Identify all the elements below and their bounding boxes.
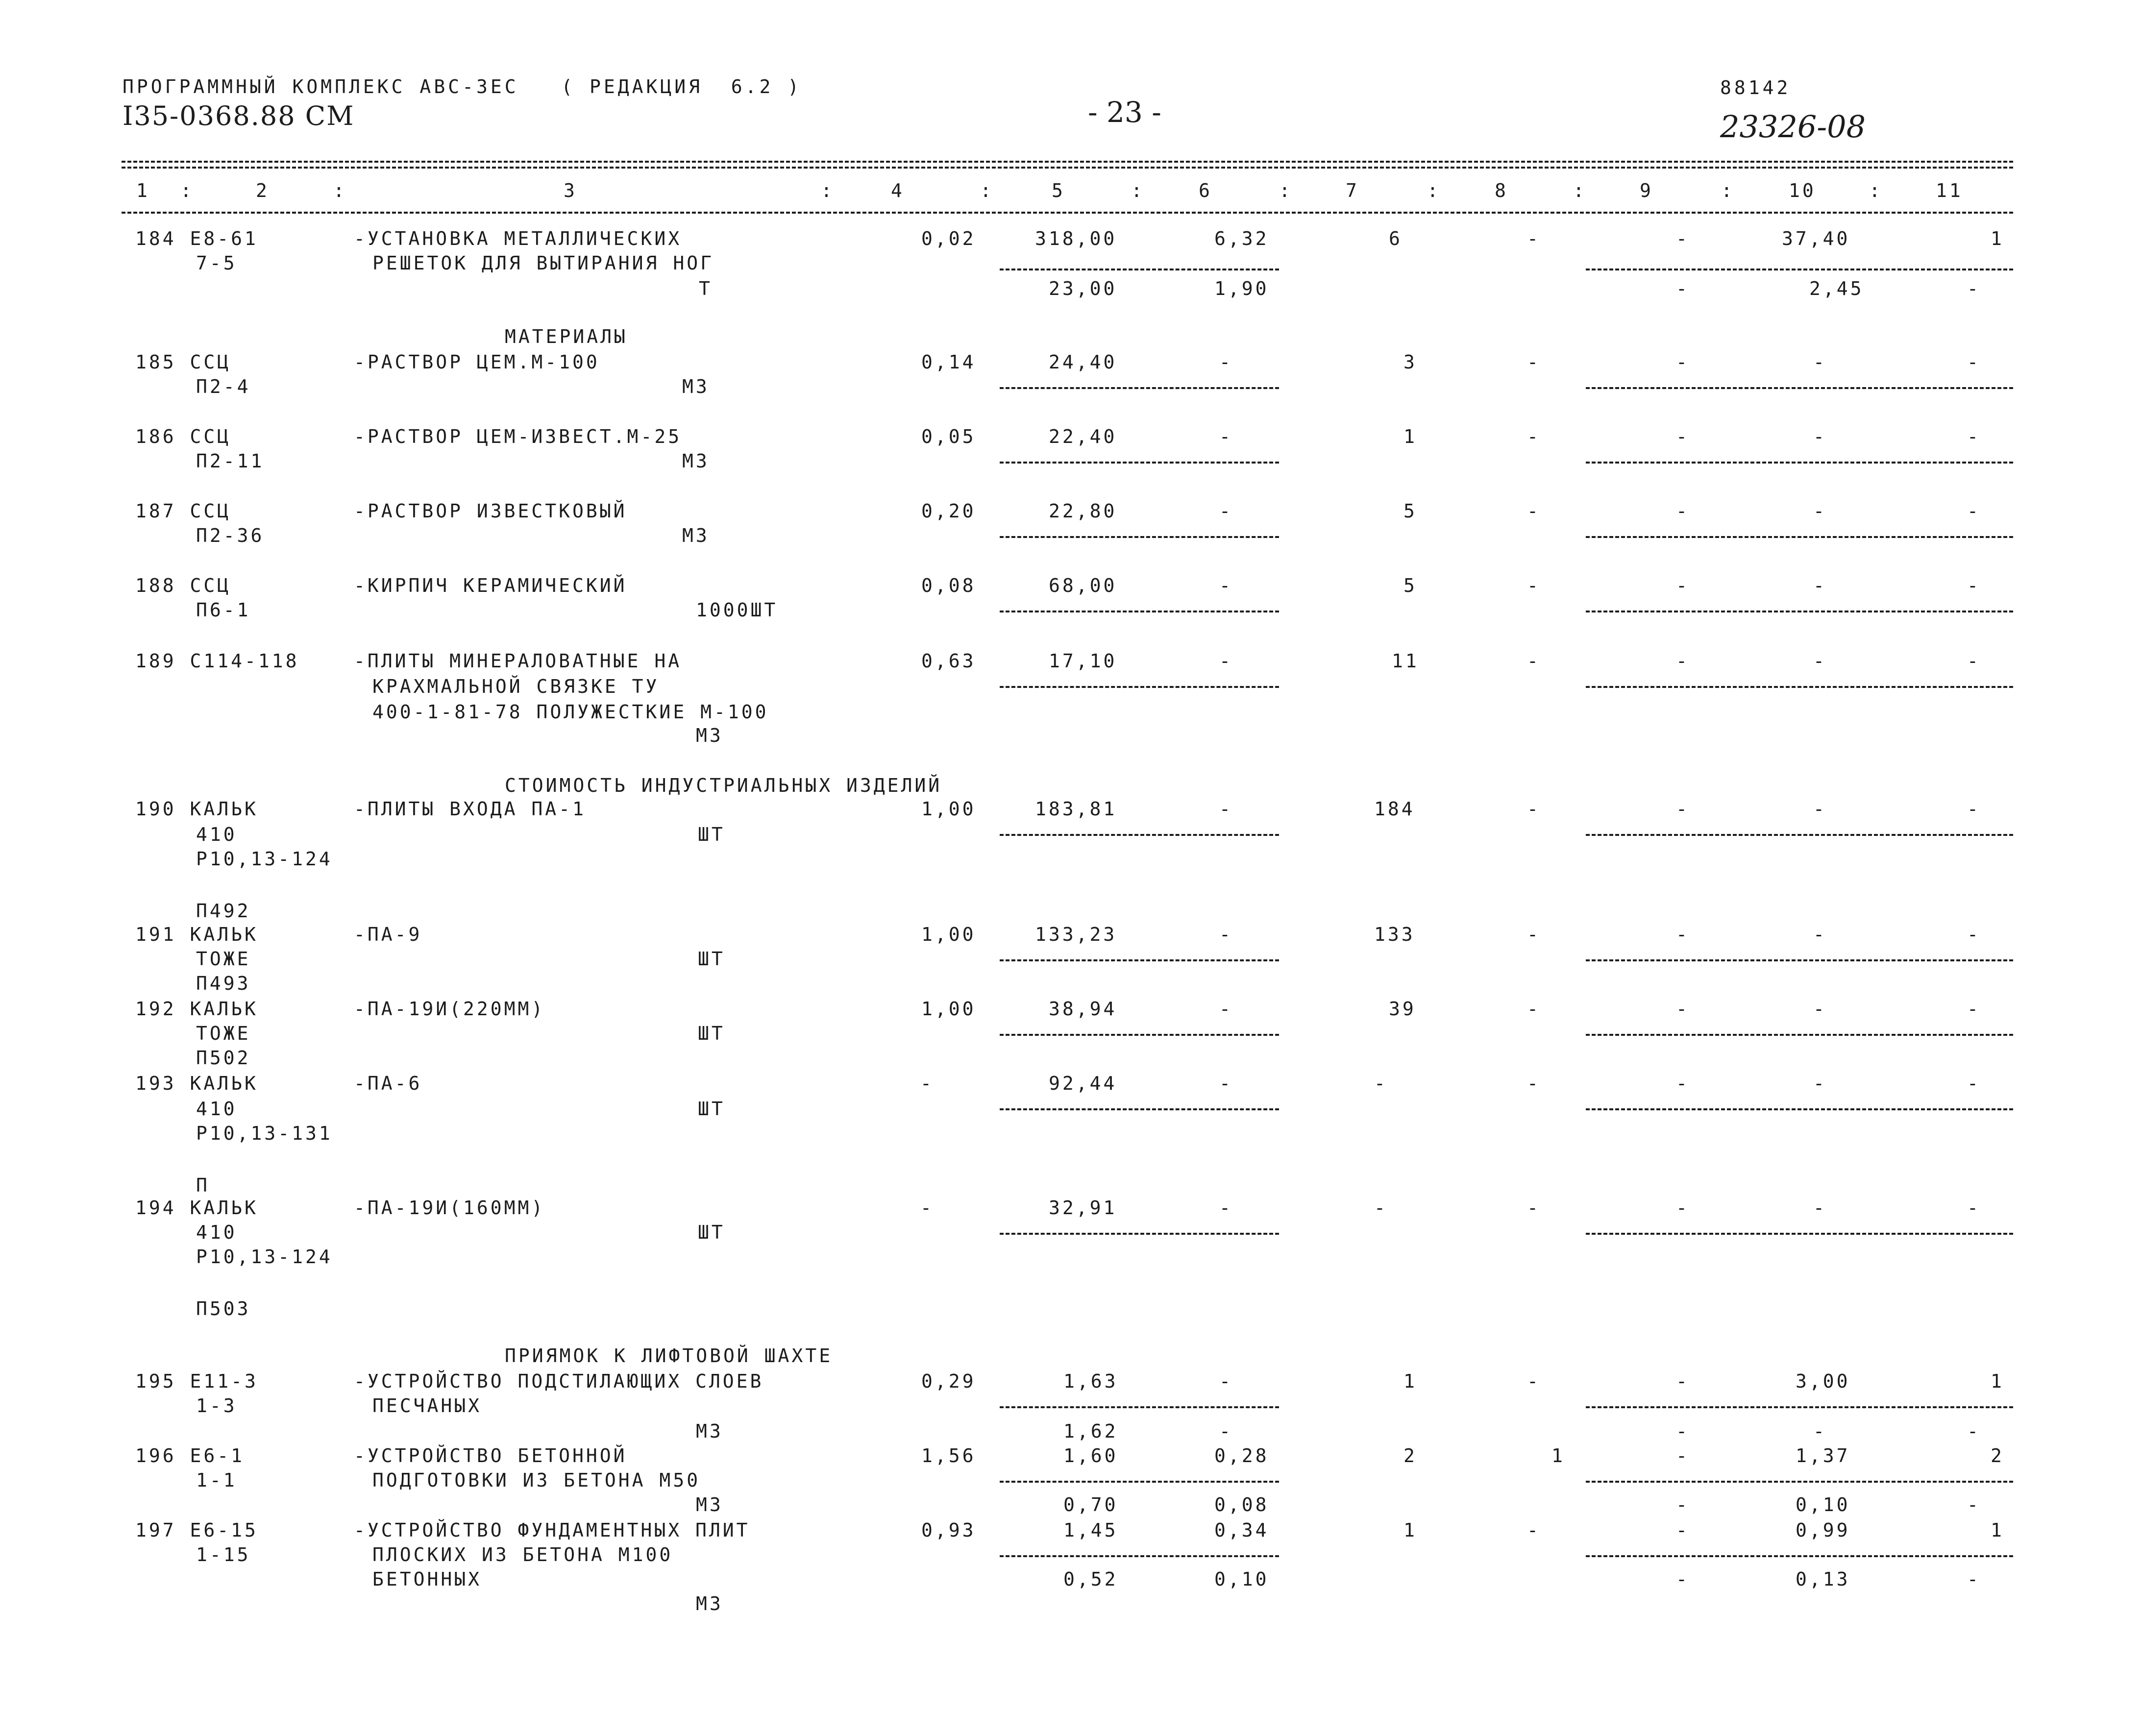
row-col10: 1,37 — [1796, 1445, 1850, 1467]
row-description: -ПА-19И(160ММ) — [354, 1197, 545, 1219]
row-description: -РАСТВОР ЦЕМ-ИЗВЕСТ.М-25 — [354, 426, 682, 447]
handwritten-number: 23326-08 — [1720, 109, 1866, 145]
column-separator: : — [333, 180, 345, 201]
row-subcode: П2-36 — [196, 525, 265, 546]
column-separator: : — [1279, 180, 1290, 201]
section-heading: СТОИМОСТЬ ИНДУСТРИАЛЬНЫХ ИЗДЕЛИЙ — [505, 775, 942, 796]
row-total: 2 — [1403, 1445, 1417, 1467]
top-rule — [122, 161, 2013, 163]
row-col11: 1 — [1991, 1370, 2004, 1392]
row-col11: - — [1967, 924, 1981, 945]
row-total: 1 — [1403, 1370, 1417, 1392]
row-description: КРАХМАЛЬНОЙ СВЯЗКЕ ТУ — [372, 676, 660, 697]
row-price: 183,81 — [1035, 798, 1117, 820]
column-separator: : — [821, 180, 832, 201]
row-total: 39 — [1389, 998, 1416, 1020]
program-header: ПРОГРАММНЫЙ КОМПЛЕКС АВС-ЗЕС ( РЕДАКЦИЯ 6.2 ) — [123, 76, 802, 98]
row-description: -УСТРОЙСТВО ФУНДАМЕНТНЫХ ПЛИТ — [354, 1519, 750, 1541]
column-header: 7 — [1346, 180, 1359, 201]
row-col11: - — [1967, 1197, 1981, 1219]
row-total: - — [1374, 1073, 1388, 1094]
column-header: 3 — [564, 180, 577, 201]
row-col8: - — [1527, 1370, 1541, 1392]
row-description: ПОДГОТОВКИ ИЗ БЕТОНА М50 — [372, 1469, 701, 1491]
row-subcode: ТОЖЕ — [196, 948, 251, 970]
row-rule — [1000, 387, 1279, 389]
row-price-lower: 1,62 — [1063, 1420, 1118, 1442]
row-quantity: 0,63 — [921, 650, 976, 672]
page-number: - 23 - — [1088, 96, 1161, 129]
column-separator: : — [980, 180, 991, 201]
row-rule — [1000, 1555, 1279, 1557]
row-price: 1,63 — [1063, 1370, 1118, 1392]
column-header: 6 — [1199, 180, 1212, 201]
row-rule — [1586, 1108, 2013, 1110]
row-price: 24,40 — [1049, 351, 1117, 373]
row-value-lower: 1,90 — [1214, 278, 1269, 299]
row-col11: - — [1967, 998, 1981, 1020]
row-col8: - — [1527, 500, 1541, 522]
row-total: 5 — [1403, 575, 1417, 596]
row-col11: 2 — [1991, 1445, 2004, 1467]
column-header: 9 — [1640, 180, 1653, 201]
row-col8: - — [1527, 798, 1541, 820]
row-unit: Т — [699, 278, 713, 299]
row-value: - — [1219, 1073, 1233, 1094]
row-quantity: 1,00 — [921, 924, 976, 945]
row-rule — [1586, 1406, 2013, 1408]
row-col11: - — [1967, 500, 1981, 522]
row-col8: - — [1527, 650, 1541, 672]
row-col10-lower: - — [1813, 1420, 1827, 1442]
row-col9-lower: - — [1676, 1420, 1690, 1442]
row-quantity: 1,56 — [921, 1445, 976, 1467]
row-code: 191 КАЛЬК — [135, 924, 258, 945]
row-unit: М3 — [696, 725, 723, 746]
row-total: 11 — [1392, 650, 1419, 672]
row-col10: - — [1813, 575, 1827, 596]
row-value: - — [1219, 1370, 1233, 1392]
section-heading: МАТЕРИАЛЫ — [505, 326, 628, 347]
column-separator: : — [1869, 180, 1880, 201]
row-rule — [1000, 611, 1279, 612]
row-value: 0,34 — [1214, 1519, 1269, 1541]
row-rule — [1586, 387, 2013, 389]
row-quantity: 1,00 — [921, 798, 976, 820]
row-subcode: П503 — [196, 1298, 251, 1320]
row-col9: - — [1676, 575, 1690, 596]
row-value: - — [1219, 426, 1233, 447]
row-col10: - — [1813, 1197, 1827, 1219]
row-rule — [1000, 1233, 1279, 1235]
row-col11: - — [1967, 426, 1981, 447]
row-value: - — [1219, 650, 1233, 672]
row-description: -УСТРОЙСТВО ПОДСТИЛАЮЩИХ СЛОЕВ — [354, 1370, 764, 1392]
column-header: 8 — [1495, 180, 1508, 201]
row-col9: - — [1676, 351, 1690, 373]
row-price-lower: 23,00 — [1049, 278, 1117, 299]
row-rule — [1000, 1406, 1279, 1408]
row-total: 184 — [1374, 798, 1415, 820]
row-price: 17,10 — [1049, 650, 1117, 672]
row-code: 194 КАЛЬК — [135, 1197, 258, 1219]
row-col11: - — [1967, 575, 1981, 596]
row-quantity: 0,14 — [921, 351, 976, 373]
row-description: -ПЛИТЫ МИНЕРАЛОВАТНЫЕ НА — [354, 650, 682, 672]
row-total: - — [1374, 1197, 1388, 1219]
row-price: 92,44 — [1049, 1073, 1117, 1094]
row-col9: - — [1676, 500, 1690, 522]
row-col11-lower: - — [1967, 1568, 1981, 1590]
row-description: -КИРПИЧ КЕРАМИЧЕСКИЙ — [354, 575, 627, 596]
row-description: -РАСТВОР ЦЕМ.М-100 — [354, 351, 600, 373]
row-description: -ПА-19И(220ММ) — [354, 998, 545, 1020]
row-code: 190 КАЛЬК — [135, 798, 258, 820]
row-unit: ШТ — [698, 1222, 725, 1243]
row-description: -ПЛИТЫ ВХОДА ПА-1 — [354, 798, 586, 820]
row-description: -РАСТВОР ИЗВЕСТКОВЫЙ — [354, 500, 627, 522]
row-rule — [1000, 834, 1279, 836]
row-rule — [1000, 1481, 1279, 1483]
row-unit: М3 — [682, 376, 710, 397]
row-unit: М3 — [696, 1593, 723, 1614]
row-value: - — [1219, 1197, 1233, 1219]
column-header: 10 — [1789, 180, 1816, 201]
row-price-lower: 0,52 — [1063, 1568, 1118, 1590]
row-quantity: 0,93 — [921, 1519, 976, 1541]
row-col8: - — [1527, 228, 1541, 249]
row-rule — [1000, 959, 1279, 961]
document-number: I35-0368.88 СМ — [123, 100, 355, 131]
row-col10: - — [1813, 1073, 1827, 1094]
row-value: 0,28 — [1214, 1445, 1269, 1467]
row-code: 195 Е11-3 — [135, 1370, 258, 1392]
row-value: - — [1219, 351, 1233, 373]
row-subcode: П492 — [196, 900, 251, 922]
row-col10-lower: 0,13 — [1796, 1568, 1850, 1590]
row-value-lower: - — [1219, 1420, 1233, 1442]
row-col8: - — [1527, 1073, 1541, 1094]
row-col9-lower: - — [1676, 1568, 1690, 1590]
row-col9: - — [1676, 998, 1690, 1020]
row-total: 5 — [1403, 500, 1417, 522]
row-subcode: 1-15 — [196, 1544, 251, 1565]
row-rule — [1586, 1233, 2013, 1235]
row-col9: - — [1676, 1073, 1690, 1094]
row-col9: - — [1676, 924, 1690, 945]
row-col11: - — [1967, 798, 1981, 820]
row-col11-lower: - — [1967, 278, 1981, 299]
row-subcode: П2-11 — [196, 450, 265, 472]
row-col9: - — [1676, 798, 1690, 820]
row-subcode: Р10,13-131 — [196, 1123, 333, 1144]
row-price: 318,00 — [1035, 228, 1117, 249]
row-unit: М3 — [682, 525, 710, 546]
row-total: 6 — [1389, 228, 1403, 249]
row-rule — [1000, 269, 1279, 270]
row-code: 187 ССЦ — [135, 500, 231, 522]
row-rule — [1000, 462, 1279, 464]
row-subcode: П502 — [196, 1047, 251, 1069]
document-code: 88142 — [1720, 77, 1791, 98]
row-col10-lower: 0,10 — [1796, 1494, 1850, 1516]
row-col8: - — [1527, 426, 1541, 447]
column-separator: : — [1427, 180, 1438, 201]
header-bottom-rule — [122, 212, 2013, 214]
column-separator: : — [1721, 180, 1732, 201]
row-col10: - — [1813, 924, 1827, 945]
row-quantity: 0,02 — [921, 228, 976, 249]
row-subcode: П493 — [196, 973, 251, 994]
row-col9-lower: - — [1676, 1494, 1690, 1516]
row-price: 38,94 — [1049, 998, 1117, 1020]
row-unit: ШТ — [698, 948, 725, 970]
row-unit: М3 — [696, 1494, 723, 1516]
column-header: 5 — [1052, 180, 1065, 201]
row-col11: - — [1967, 650, 1981, 672]
row-description: -ПА-9 — [354, 924, 422, 945]
row-col8: - — [1527, 924, 1541, 945]
column-separator: : — [180, 180, 192, 201]
row-total: 1 — [1403, 1519, 1417, 1541]
row-rule — [1586, 834, 2013, 836]
row-code: 185 ССЦ — [135, 351, 231, 373]
row-value: - — [1219, 798, 1233, 820]
row-col8: - — [1527, 998, 1541, 1020]
row-price-lower: 0,70 — [1063, 1494, 1118, 1516]
row-col8: - — [1527, 351, 1541, 373]
column-header: 4 — [891, 180, 905, 201]
row-subcode: П6-1 — [196, 599, 251, 621]
row-subcode: 1-1 — [196, 1469, 237, 1491]
row-price: 1,45 — [1063, 1519, 1118, 1541]
row-price: 1,60 — [1063, 1445, 1118, 1467]
row-col10: - — [1813, 998, 1827, 1020]
row-code: 186 ССЦ — [135, 426, 231, 447]
row-quantity: - — [920, 1073, 934, 1094]
row-code: 184 Е8-61 — [135, 228, 258, 249]
row-description: -УСТРОЙСТВО БЕТОННОЙ — [354, 1445, 627, 1467]
row-col11-lower: - — [1967, 1420, 1981, 1442]
row-total: 133 — [1374, 924, 1415, 945]
row-rule — [1586, 1034, 2013, 1036]
row-rule — [1586, 686, 2013, 688]
row-col8: - — [1527, 1197, 1541, 1219]
row-col10-lower: 2,45 — [1809, 278, 1864, 299]
column-separator: : — [1131, 180, 1142, 201]
row-col10: 37,40 — [1782, 228, 1850, 249]
row-col10: 3,00 — [1796, 1370, 1850, 1392]
row-description: 400-1-81-78 ПОЛУЖЕСТКИЕ М-100 — [372, 701, 769, 723]
row-col10: 0,99 — [1796, 1519, 1850, 1541]
row-description: РЕШЕТОК ДЛЯ ВЫТИРАНИЯ НОГ — [372, 252, 714, 274]
row-col11: - — [1967, 1073, 1981, 1094]
row-rule — [1586, 269, 2013, 270]
row-rule — [1000, 1034, 1279, 1036]
row-code: 188 ССЦ — [135, 575, 231, 596]
column-header: 11 — [1936, 180, 1963, 201]
row-subcode: 7-5 — [196, 252, 237, 274]
row-rule — [1000, 686, 1279, 688]
row-value-lower: 0,08 — [1214, 1494, 1269, 1516]
row-unit: ШТ — [698, 1023, 725, 1044]
row-col8: 1 — [1551, 1445, 1565, 1467]
row-description: ПЛОСКИХ ИЗ БЕТОНА М100 — [372, 1544, 673, 1565]
top-rule — [122, 167, 2013, 169]
row-rule — [1586, 1555, 2013, 1557]
column-separator: : — [1573, 180, 1584, 201]
row-price: 68,00 — [1049, 575, 1117, 596]
row-unit: М3 — [682, 450, 710, 472]
row-col9: - — [1676, 650, 1690, 672]
row-rule — [1000, 536, 1279, 538]
row-rule — [1586, 959, 2013, 961]
row-description: -ПА-6 — [354, 1073, 422, 1094]
row-rule — [1586, 462, 2013, 464]
row-code: 189 С114-118 — [135, 650, 299, 672]
row-value-lower: 0,10 — [1214, 1568, 1269, 1590]
row-description: ПЕСЧАНЫХ — [372, 1395, 482, 1417]
row-col10: - — [1813, 351, 1827, 373]
row-unit: ШТ — [698, 824, 725, 845]
row-rule — [1586, 1481, 2013, 1483]
row-subcode: 410 — [196, 1098, 237, 1120]
row-price: 133,23 — [1035, 924, 1117, 945]
row-total: 3 — [1403, 351, 1417, 373]
row-col9: - — [1676, 228, 1690, 249]
row-col9: - — [1676, 1197, 1690, 1219]
row-col11: 1 — [1991, 1519, 2004, 1541]
column-header: 2 — [256, 180, 270, 201]
row-subcode: Р10,13-124 — [196, 848, 333, 870]
row-col8: - — [1527, 575, 1541, 596]
row-col9: - — [1676, 426, 1690, 447]
row-quantity: 0,20 — [921, 500, 976, 522]
row-quantity: 0,08 — [921, 575, 976, 596]
row-code: 196 Е6-1 — [135, 1445, 245, 1467]
row-code: 192 КАЛЬК — [135, 998, 258, 1020]
row-unit: 1000ШТ — [696, 599, 778, 621]
row-col10: - — [1813, 426, 1827, 447]
row-unit: М3 — [696, 1420, 723, 1442]
row-col11: 1 — [1991, 228, 2004, 249]
row-quantity: 0,05 — [921, 426, 976, 447]
row-rule — [1586, 611, 2013, 612]
row-value: - — [1219, 575, 1233, 596]
row-price: 22,80 — [1049, 500, 1117, 522]
row-col8: - — [1527, 1519, 1541, 1541]
row-col10: - — [1813, 500, 1827, 522]
row-subcode: 410 — [196, 1222, 237, 1243]
row-total: 1 — [1403, 426, 1417, 447]
row-description: БЕТОННЫХ — [372, 1568, 482, 1590]
row-col11: - — [1967, 351, 1981, 373]
section-heading: ПРИЯМОК К ЛИФТОВОЙ ШАХТЕ — [505, 1345, 833, 1367]
row-price: 22,40 — [1049, 426, 1117, 447]
row-price: 32,91 — [1049, 1197, 1117, 1219]
row-col9: - — [1676, 1445, 1690, 1467]
row-subcode: П2-4 — [196, 376, 251, 397]
row-subcode: 1-3 — [196, 1395, 237, 1417]
row-col11-lower: - — [1967, 1494, 1981, 1516]
row-rule — [1586, 536, 2013, 538]
row-code: 197 Е6-15 — [135, 1519, 258, 1541]
row-col9: - — [1676, 1370, 1690, 1392]
row-col10: - — [1813, 650, 1827, 672]
row-subcode: 410 — [196, 824, 237, 845]
row-value: 6,32 — [1214, 228, 1269, 249]
row-value: - — [1219, 500, 1233, 522]
row-quantity: - — [920, 1197, 934, 1219]
row-col10: - — [1813, 798, 1827, 820]
row-subcode: ТОЖЕ — [196, 1023, 251, 1044]
row-subcode: Р10,13-124 — [196, 1246, 333, 1268]
column-header: 1 — [136, 180, 150, 201]
row-subcode: П — [196, 1174, 210, 1196]
row-value: - — [1219, 998, 1233, 1020]
row-rule — [1000, 1108, 1279, 1110]
row-quantity: 0,29 — [921, 1370, 976, 1392]
row-description: -УСТАНОВКА МЕТАЛЛИЧЕСКИХ — [354, 228, 682, 249]
row-quantity: 1,00 — [921, 998, 976, 1020]
row-col9: - — [1676, 1519, 1690, 1541]
row-col9-lower: - — [1676, 278, 1690, 299]
row-unit: ШТ — [698, 1098, 725, 1120]
row-code: 193 КАЛЬК — [135, 1073, 258, 1094]
row-value: - — [1219, 924, 1233, 945]
